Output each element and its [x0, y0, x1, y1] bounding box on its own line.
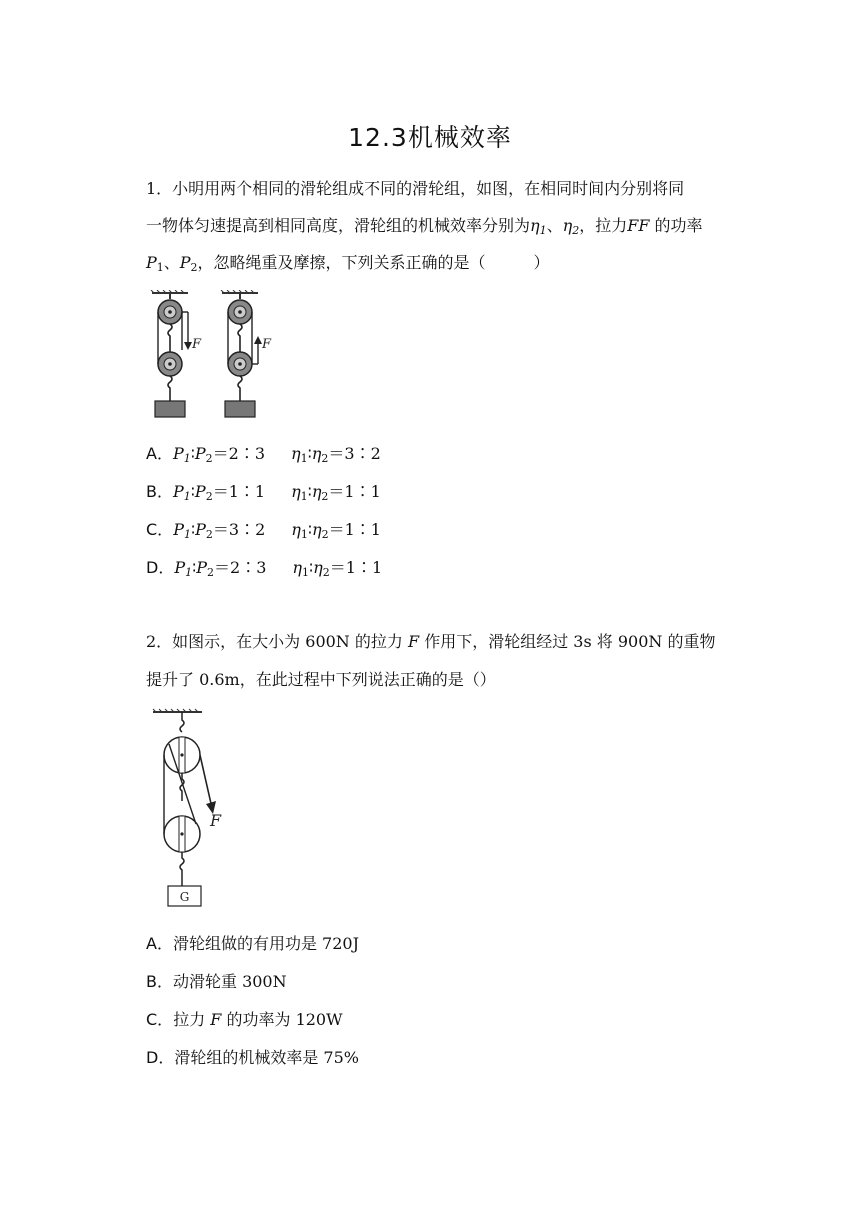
q1-line-2: 一物体匀速提高到相同高度，滑轮组的机械效率分别为$\eta_1$、$\eta_2$，拉力FF 的功率	[146, 216, 703, 237]
q1-option-a[interactable]: A．$P_1∶P_2=2∶3$ $\eta_1∶\eta_2=3∶2$	[146, 444, 381, 465]
pulley-system-left	[151, 290, 192, 417]
weight-label: G	[179, 890, 190, 904]
force-label-left: F	[192, 337, 202, 352]
pulley-system-right	[221, 290, 262, 417]
page-title: 12.3机械效率	[348, 123, 512, 152]
q1-option-c[interactable]: C．$P_1∶P_2=3∶2$ $\eta_1∶\eta_2=1∶1$	[146, 520, 381, 541]
q1-line-3: $P_1$、$P_2$，忽略绳重及摩擦，下列关系正确的是（ ）	[146, 253, 550, 274]
q2-option-b[interactable]: B．动滑轮重 300N	[146, 972, 287, 991]
q1-line-1: 1．小明用两个相同的滑轮组成不同的滑轮组，如图，在相同时间内分别将同	[146, 179, 685, 198]
force-label: F	[210, 811, 222, 830]
q2-line-1: 2．如图示，在大小为 600N 的拉力 F 作用下，滑轮组经过 3s 将 900N 的重物	[146, 632, 716, 651]
q2-option-c[interactable]: C．拉力 F 的功率为 120W	[146, 1010, 343, 1029]
pulley-figure-2	[150, 708, 240, 910]
q1-option-b[interactable]: B．$P_1∶P_2=1∶1$ $\eta_1∶\eta_2=1∶1$	[146, 482, 381, 503]
pulley-figure-1	[150, 290, 285, 420]
q2-option-d[interactable]: D．滑轮组的机械效率是 75%	[146, 1048, 359, 1067]
force-label-right: F	[262, 337, 272, 352]
q2-line-2: 提升了 0.6m，在此过程中下列说法正确的是（）	[146, 670, 496, 689]
q2-option-a[interactable]: A．滑轮组做的有用功是 720J	[146, 934, 359, 953]
q1-option-d[interactable]: D．$P_1∶P_2=2∶3$ $\eta_1∶\eta_2=1∶1$	[146, 558, 383, 579]
